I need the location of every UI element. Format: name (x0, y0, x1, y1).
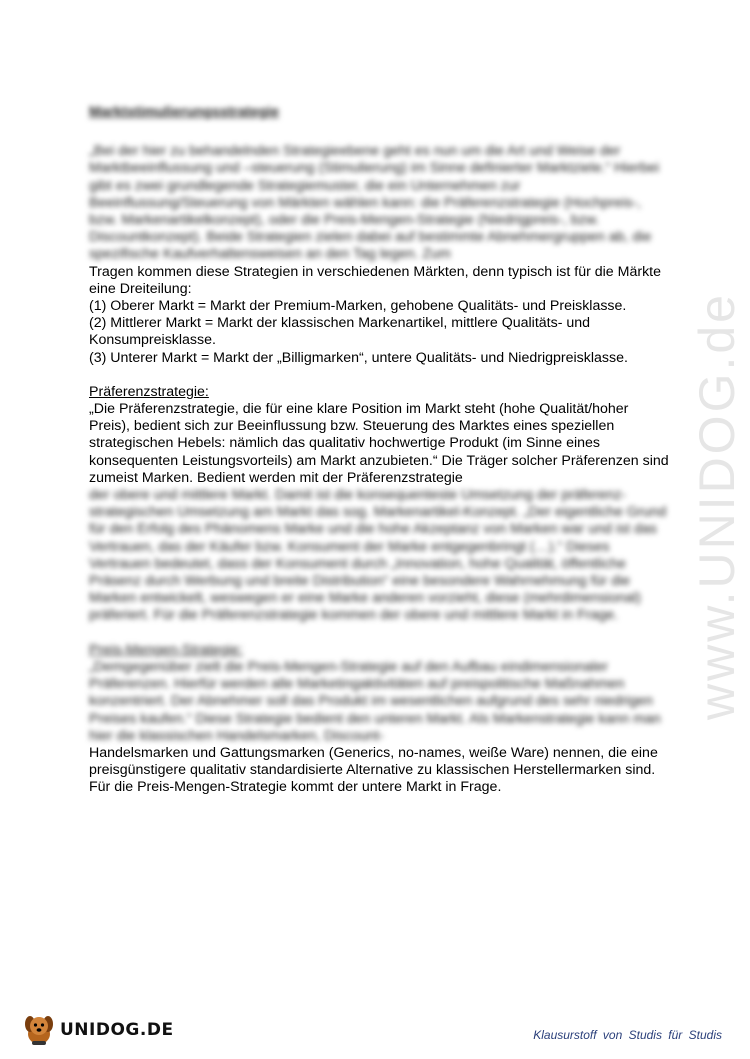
intro-paragraph: Tragen kommen diese Strategien in verschiedenen Märkten, denn typisch ist für die Märkte eine Dreiteilung: (1) Oberer Markt = Markt der Premium-Marken, gehobene Qualitäts- und Preisklasse. (2) Mittlerer Markt = Markt der klassischen Markenartikel, mittlere Qualitäts- und Konsumpreisklasse. (3) Unterer Markt = Markt der „Billigmarken“, untere Qualitäts- und Niedrigpreisklasse. (89, 263, 661, 366)
price-quantity-heading: Preis-Mengen-Strategie: (89, 641, 243, 658)
watermark: www.UNIDOG.de (689, 292, 745, 720)
price-quantity-paragraph: Handelsmarken und Gattungsmarken (Generics, no-names, weiße Ware) nennen, die eine preisgünstigere qualitativ standardisierte Alternative zu klassischen Herstellermarken sind. Für die Preis-Mengen-Strategie kommt der untere Markt in Frage. (89, 744, 658, 796)
preference-paragraph: „Die Präferenzstrategie, die für eine klare Position im Markt steht (hohe Qualität/hoher Preis), bedient sich zur Beeinflussung bzw. Steuerung des Marktes eines speziellen strategischen Hebels: nämlich das qualitativ hochwertige Produkt (im Sinne eines konsequenten Leistungsvorteils) am Markt anzubieten.“ Die Träger solcher Präferenzen sind zumeist Marken. Bedient werden mit der Präferenzstrategie (89, 401, 669, 486)
logo-text: UNIDOG.DE (60, 1020, 174, 1040)
unidog-logo[interactable] (22, 1010, 174, 1050)
price-quantity-paragraph-blurred: „Demgegenüber zielt die Preis-Mengen-Strategie auf den Aufbau eindimensionaler Präferenzen. Hierfür werden alle Marketingaktivitäten auf preispolitische Maßnahmen konzentriert. Der Abnehmer soll das Produkt im wesentlichen aufgrund des sehr niedrigen Preises kaufen.“ Diese Strategie bedient den unteren Markt. Als Markenstrategie kann man hier die klassischen Handelsmarken, Discount- (89, 658, 661, 744)
preference-heading: Präferenzstrategie: (89, 383, 209, 400)
document-body (89, 104, 669, 797)
footer-slogan: Klausurstoff von Studis für Studis (533, 1028, 722, 1042)
section-heading: Marktstimulierungsstrategie (89, 104, 280, 120)
intro-paragraph-blurred: „Bei der hier zu behandelnden Strategieebene geht es nun um die Art und Weise der Marktbeeinflussung und –steuerung (Stimulierung) im Sinne definierter Marktziele.“ Hierbei gibt es zwei grundlegende Strategiemuster, die ein Unternehmen zur Beeinflussung/Steuerung von Märkten wählen kann: die Präferenzstrategie (Hochpreis-, bzw. Markenartikelkonzept), oder die Preis-Mengen-Strategie (Niedrigpreis-, bzw. Discountkonzept). Beide Strategien zielen dabei auf bestimmte Abnehmergruppen ab, die spezifische Kaufverhaltensweisen an den Tag legen. Zum (89, 143, 660, 263)
preference-paragraph-blurred: der obere und mittlere Markt. Damit ist die konsequenteste Umsetzung der präferenz-strategischen Umsetzung am Markt das sog. Markenartikel-Konzept. „Der eigentliche Grund für den Erfolg des Phänomens Marke und die hohe Akzeptanz von Marken war und ist das Vertrauen, das der Käufer bzw. Konsument der Marke entgegenbringt (…).“ Dieses Vertrauen bedeutet, dass der Konsument durch „Innovation, hohe Qualität, öffentliche Präsenz durch Werbung und breite Distribution“ eine besondere Wahrnehmung für die Marken entwickelt, weswegen er eine Marke anderen vorzieht, diese (mehrdimensional) präferiert. Für die Präferenzstrategie kommen der obere und mittlere Markt in Frage. (89, 487, 667, 624)
dog-icon (22, 1012, 56, 1048)
